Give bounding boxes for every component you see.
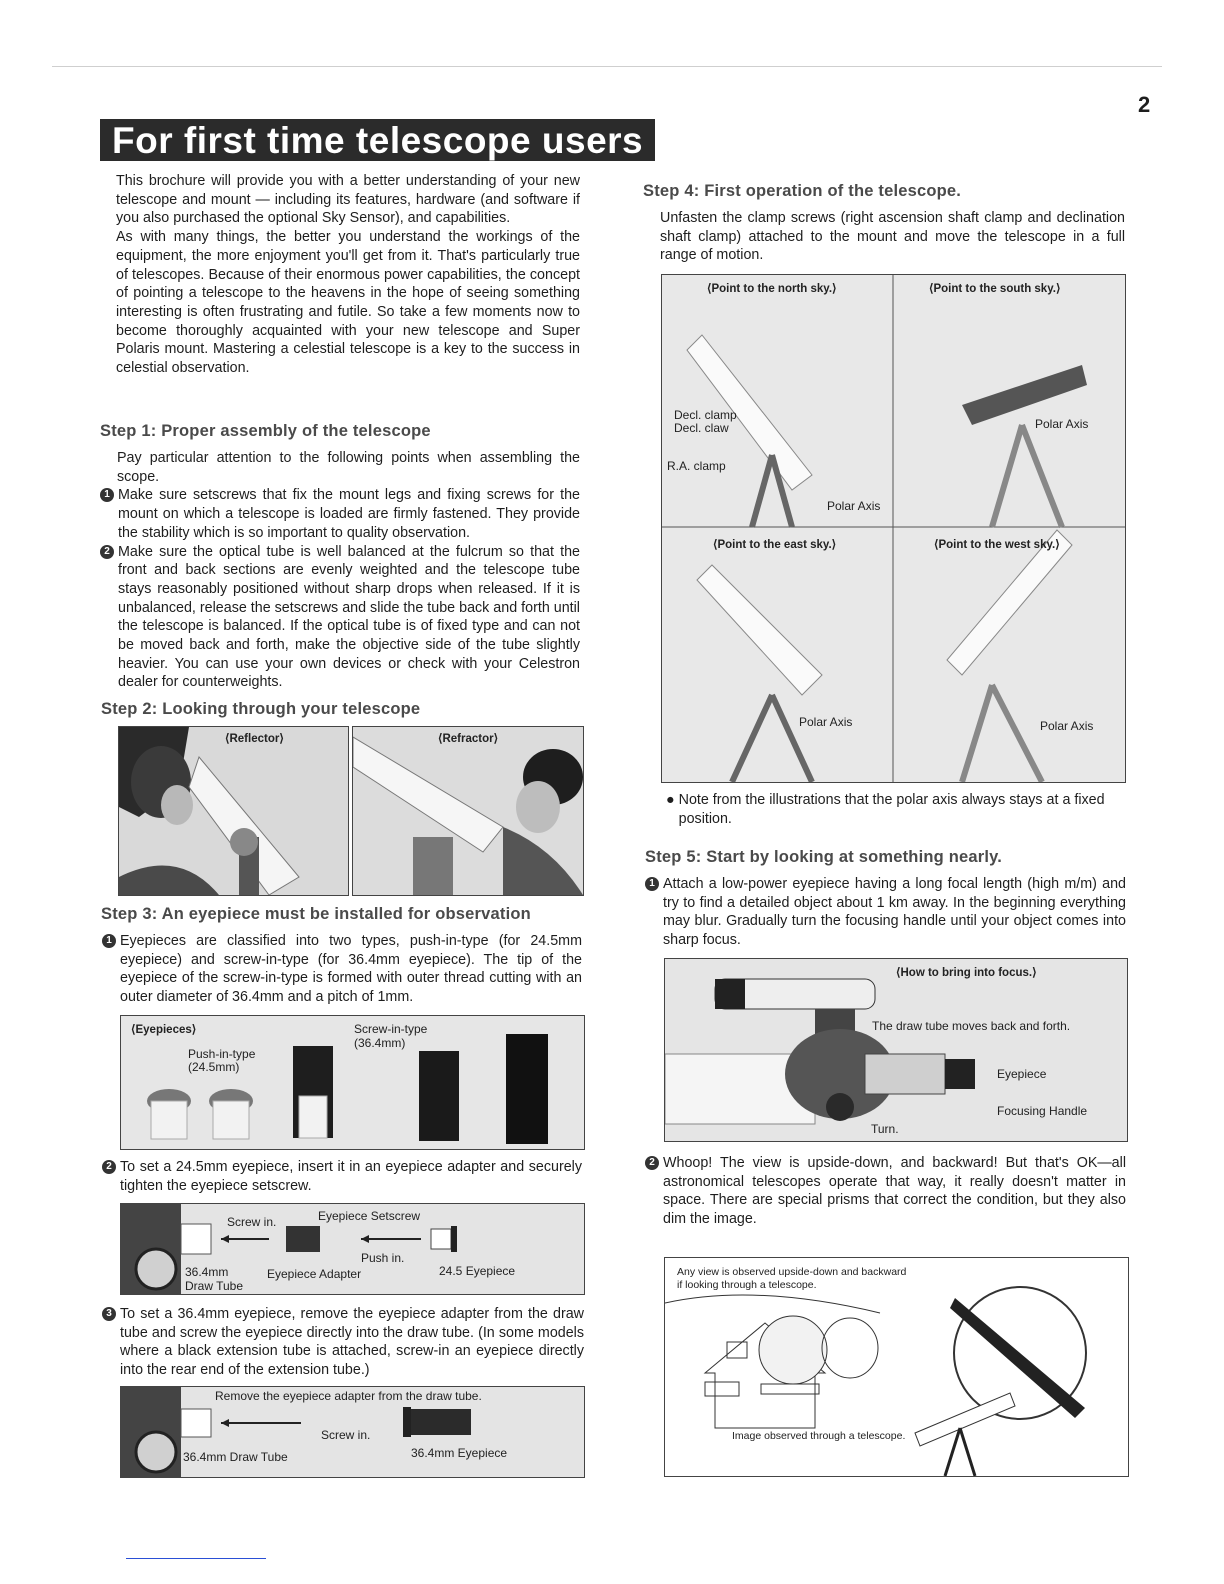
- page-title: For first time telescope users: [100, 119, 655, 161]
- number-badge-2: 2: [645, 1156, 659, 1170]
- step3-item-1: 1 Eyepieces are classified into two types, push-in-type (for 24.5mm eyepiece) and screw-in-type (for 36.4mm eyepiece). The tip of the eyepiece of the screw-in-type is formed with outer thread cutting with an outer diameter of 36.4mm and a pitch of 1mm.: [102, 932, 582, 1007]
- north-caption: ⟨Point to the north sky.⟩: [707, 283, 837, 295]
- intro-paragraph-1: This brochure will provide you with a better understanding of your new telescope and mount — including its features, hardware (and software if you also purchased the optional Sky Sensor), and capabilities.: [116, 173, 580, 227]
- decl-claw-label: Decl. claw: [674, 421, 729, 435]
- east-caption: ⟨Point to the east sky.⟩: [713, 539, 837, 551]
- bullet-icon: ●: [666, 792, 675, 808]
- push-in-label: Push-in-type: [188, 1047, 256, 1061]
- refractor-photo: [352, 726, 584, 896]
- observed-caption: Image observed through a telescope.: [732, 1430, 906, 1442]
- draw-tube-label: 36.4mm Draw Tube: [183, 1450, 288, 1464]
- refractor-illustration: [353, 727, 583, 895]
- screw-in-text: Screw in.: [321, 1428, 371, 1442]
- step2-heading: Step 2: Looking through your telescope: [101, 700, 421, 718]
- polar-axis-label-west: Polar Axis: [1040, 719, 1094, 733]
- number-badge-2: 2: [102, 1160, 116, 1174]
- south-caption: ⟨Point to the south sky.⟩: [929, 283, 1061, 295]
- draw-tube-label-2: Draw Tube: [185, 1279, 244, 1293]
- screw-in-figure: [120, 1386, 585, 1478]
- bottom-link-rule: [126, 1558, 266, 1559]
- page-number: 2: [1138, 92, 1151, 117]
- polar-axis-label-south: Polar Axis: [1035, 417, 1089, 431]
- step1-body: [100, 449, 580, 692]
- decl-clamp-label: Decl. clamp: [674, 408, 737, 422]
- focus-caption: ⟨How to bring into focus.⟩: [896, 967, 1037, 979]
- view-text-1: Any view is observed upside-down and backward: [677, 1266, 907, 1278]
- refractor-caption: ⟨Refractor⟩: [438, 733, 499, 745]
- eyepiece-label: Eyepiece: [997, 1067, 1047, 1081]
- turn-label: Turn.: [871, 1122, 899, 1136]
- number-badge-1: 1: [100, 488, 114, 502]
- eyepiece-label: 24.5 Eyepiece: [439, 1264, 516, 1278]
- eyepiece-label: 36.4mm Eyepiece: [411, 1446, 508, 1460]
- remove-adapter-label: Remove the eyepiece adapter from the draw tube.: [215, 1389, 482, 1403]
- screw-in-text: Screw in.: [227, 1215, 277, 1229]
- top-rule: [52, 66, 1162, 67]
- step5-item-2: 2 Whoop! The view is upside-down, and backward! But that's OK—all astronomical telescopes operate that way, it really doesn't matter in space. There are special prisms that correct the condition, but they also dim the image.: [645, 1154, 1126, 1229]
- push-in-text: Push in.: [361, 1251, 405, 1265]
- adapter-label: Eyepiece Adapter: [267, 1267, 362, 1281]
- upside-down-figure: [664, 1257, 1129, 1477]
- step3-item-2: 2 To set a 24.5mm eyepiece, insert it in an eyepiece adapter and securely tighten the eyepiece setscrew.: [102, 1158, 582, 1195]
- polar-axis-label-east: Polar Axis: [799, 715, 853, 729]
- step4-text: Unfasten the clamp screws (right ascension shaft clamp and declination shaft clamp) attached to the mount and move the telescope in a full range of motion.: [660, 210, 1125, 264]
- number-badge-3: 3: [102, 1307, 116, 1321]
- draw-tube-label: 36.4mm: [185, 1265, 229, 1279]
- intro-paragraph-2: As with many things, the better you understand the workings of the equipment, the more enjoyment you'll get from it. That's particularly true of telescopes. Because of their enormous power capabilities, the concept of pointing a telescope to the heavens in the hope of seeing something interesting is often frustrating and futile. So take a few moments now to become thoroughly acquainted with your new telescope and Super Polaris mount. Mastering a celestial telescope is a key to the success in celestial observation.: [116, 229, 580, 377]
- reflector-photo: [118, 726, 349, 896]
- step4-note: ● Note from the illustrations that the polar axis always stays at a fixed position.: [666, 792, 1105, 827]
- number-badge-1: 1: [102, 934, 116, 948]
- eyepieces-figure: [120, 1015, 585, 1150]
- push-in-size: (24.5mm): [188, 1060, 240, 1074]
- step1-intro: Pay particular attention to the following points when assembling the scope.: [117, 450, 580, 485]
- step3-item-3: 3 To set a 36.4mm eyepiece, remove the eyepiece adapter from the draw tube and screw the eyepiece directly into the draw tube. (In some models where a black extension tube is attached, screw-in an eyepiece directly into the rear end of the extension tube.): [102, 1305, 584, 1380]
- polar-axis-figure: [661, 274, 1126, 783]
- reflector-illustration: [119, 727, 348, 895]
- setscrew-label: Eyepiece Setscrew: [318, 1209, 421, 1223]
- screw-in-label: Screw-in-type: [354, 1022, 428, 1036]
- number-badge-1: 1: [645, 877, 659, 891]
- push-in-figure: [120, 1203, 585, 1295]
- polar-axis-illustration: [662, 275, 1125, 782]
- step1-item-1: 1 Make sure setscrews that fix the mount legs and fixing screws for the mount on which a telescope is loaded are firmly fastened. They provide the stability which is so important to quality observation.: [100, 486, 580, 542]
- step5-item-1: 1 Attach a low-power eyepiece having a long focal length (high m/m) and try to find a detailed object about 1 km away. In the beginning everything may blur. Gradually turn the focusing handle until your object comes into sharp focus.: [645, 875, 1126, 950]
- polar-axis-label-north: Polar Axis: [827, 499, 881, 513]
- step3-heading: Step 3: An eyepiece must be installed for observation: [101, 905, 531, 923]
- ra-clamp-label: R.A. clamp: [667, 459, 726, 473]
- step1-item-2: 2 Make sure the optical tube is well balanced at the fulcrum so that the front and back sections are evenly weighted and the telescope tube stays reasonably positioned without sharp drops when released. If it is unbalanced, release the setscrews and slide the tube back and forth until the telescope is balanced. If the optical tube is of fixed type and can not be moved back and forth, make the objective side of the tube slightly heavier. You can use your own devices or check with your Celestron dealer for counterweights.: [100, 543, 580, 693]
- west-caption: ⟨Point to the west sky.⟩: [934, 539, 1060, 551]
- focusing-handle-label: Focusing Handle: [997, 1104, 1088, 1118]
- step1-heading: Step 1: Proper assembly of the telescope: [100, 422, 431, 440]
- intro-section: [116, 172, 580, 378]
- eyepieces-caption: ⟨Eyepieces⟩: [131, 1024, 197, 1036]
- reflector-caption: ⟨Reflector⟩: [225, 733, 284, 745]
- draw-tube-label: The draw tube moves back and forth.: [872, 1019, 1071, 1033]
- step5-heading: Step 5: Start by looking at something nearly.: [645, 848, 1003, 866]
- step4-heading: Step 4: First operation of the telescope.: [643, 182, 962, 200]
- view-text-2: if looking through a telescope.: [677, 1279, 817, 1291]
- number-badge-2: 2: [100, 545, 114, 559]
- focus-figure: [664, 958, 1128, 1142]
- screw-in-size: (36.4mm): [354, 1036, 406, 1050]
